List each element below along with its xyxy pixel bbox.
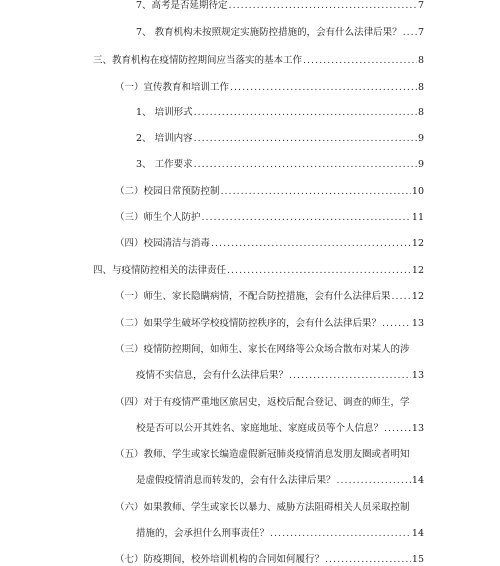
- toc-leader: [392, 291, 411, 303]
- toc-entry-title: （三）师生个人防护: [115, 212, 201, 223]
- toc-page-number: 8: [417, 107, 424, 118]
- toc-entry[interactable]: [136, 153, 424, 171]
- toc-entry-title: （五）教师、学生或家长编造虚假新冠肺炎疫情消息发朋友圈或者明知: [115, 449, 410, 460]
- toc-entry[interactable]: [136, 522, 424, 540]
- toc-leader: [303, 55, 417, 67]
- toc-leader: [384, 423, 411, 435]
- toc-entry[interactable]: [115, 285, 424, 303]
- toc-leader: [229, 0, 417, 12]
- toc-leader: [221, 186, 411, 198]
- toc-page-number: 7: [417, 27, 424, 38]
- toc-entry-title: 校是否可以公开其姓名、家庭地址、家庭成员等个人信息？: [136, 423, 384, 434]
- toc-leader: [289, 370, 411, 382]
- toc-entry[interactable]: [115, 548, 424, 566]
- toc-page-number: 9: [417, 133, 424, 144]
- toc-entry[interactable]: [136, 21, 424, 39]
- toc-entry[interactable]: [93, 259, 424, 277]
- toc-page-number: 8: [417, 82, 424, 93]
- toc-leader: [325, 554, 411, 566]
- toc-entry-title: 2、 培训内容: [136, 133, 193, 144]
- toc-leader: [230, 82, 417, 94]
- toc-page-number: 11: [411, 212, 424, 223]
- toc-entry-title: （四）校园清洁与消毒: [115, 238, 211, 249]
- toc-leader: [382, 318, 411, 330]
- toc-entry[interactable]: [136, 364, 424, 382]
- toc-page-number: 8: [417, 55, 424, 66]
- toc-leader: [270, 528, 411, 540]
- toc-entry-title: （二）校园日常预防控制: [115, 186, 220, 197]
- toc-entry[interactable]: [136, 417, 424, 435]
- toc-page-number: 15: [411, 554, 424, 565]
- toc-page-number: 14: [411, 528, 424, 539]
- toc-entry[interactable]: [136, 0, 424, 12]
- toc-leader: [337, 475, 411, 487]
- toc-page-number: 9: [417, 159, 424, 170]
- toc-entry-title: 3、 工作要求: [136, 159, 193, 170]
- toc-leader: [194, 133, 417, 145]
- toc-page-number: 12: [411, 238, 424, 249]
- toc-entry-title: 措施的，会承担什么刑事责任？: [136, 528, 270, 539]
- toc-page-number: 13: [411, 423, 424, 434]
- toc-entry[interactable]: [115, 312, 424, 330]
- toc-entry-title: （六）如果教师、学生或家长以暴力、威胁方法阻碍相关人员采取控制: [115, 502, 410, 513]
- toc-entry-title: 7、 教育机构未按照规定实施防控措施的，会有什么法律后果？: [136, 27, 402, 38]
- toc-entry-title: （三）疫情防控期间，如师生、家长在网络等公众场合散布对某人的涉: [115, 344, 410, 355]
- toc-entry[interactable]: [136, 127, 424, 145]
- toc-entry[interactable]: [115, 232, 424, 250]
- toc-entry-line[interactable]: [115, 391, 410, 409]
- toc-entry-line[interactable]: [115, 338, 410, 356]
- toc-entry-title: （四）对于有疫情严重地区旅居史，返校后配合登记、调查的师生，学: [115, 397, 410, 408]
- toc-entry-title: 1、 培训形式: [136, 107, 193, 118]
- toc-page-number: 13: [411, 370, 424, 381]
- toc-entry-title: （二）如果学生破坏学校疫情防控秩序的，会有什么法律后果？: [115, 318, 382, 329]
- toc-entry-title: 三、教育机构在疫情防控期间应当落实的基本工作: [93, 55, 303, 66]
- toc-page-number: 13: [411, 318, 424, 329]
- toc-entry-line[interactable]: [115, 443, 410, 461]
- toc-leader: [403, 27, 417, 39]
- toc-entry-title: （七）防疫期间，校外培训机构的合同如何履行？: [115, 554, 325, 565]
- toc-page-number: 7: [417, 0, 424, 11]
- toc-leader: [211, 238, 411, 250]
- toc-page-number: 14: [411, 475, 424, 486]
- toc-entry[interactable]: [136, 101, 424, 119]
- toc-entry-title: 7、高考是否延期待定: [136, 0, 228, 11]
- toc-leader: [202, 212, 411, 224]
- toc-page-number: 12: [411, 265, 424, 276]
- toc-entry[interactable]: [93, 49, 424, 67]
- toc-entry[interactable]: [115, 206, 424, 224]
- toc-entry-title: 是虚假疫情消息而转发的，会有什么法律后果？: [136, 475, 336, 486]
- toc-entry-title: 四、与疫情防控相关的法律责任: [93, 265, 227, 276]
- toc-entry-title: （一）宣传教育和培训工作: [115, 82, 230, 93]
- toc-page-number: 10: [411, 186, 424, 197]
- toc-entry-title: （一）师生、家长隐瞒病情，不配合防控措施，会有什么法律后果: [115, 291, 391, 302]
- toc-leader: [194, 159, 417, 171]
- toc-entry-title: 疫情不实信息，会有什么法律后果？: [136, 370, 289, 381]
- toc-entry-line[interactable]: [115, 496, 410, 514]
- toc-entry[interactable]: [115, 180, 424, 198]
- toc-page-number: 12: [411, 291, 424, 302]
- toc-leader: [194, 107, 417, 119]
- toc-entry[interactable]: [136, 469, 424, 487]
- toc-leader: [227, 265, 411, 277]
- toc-entry[interactable]: [115, 76, 424, 94]
